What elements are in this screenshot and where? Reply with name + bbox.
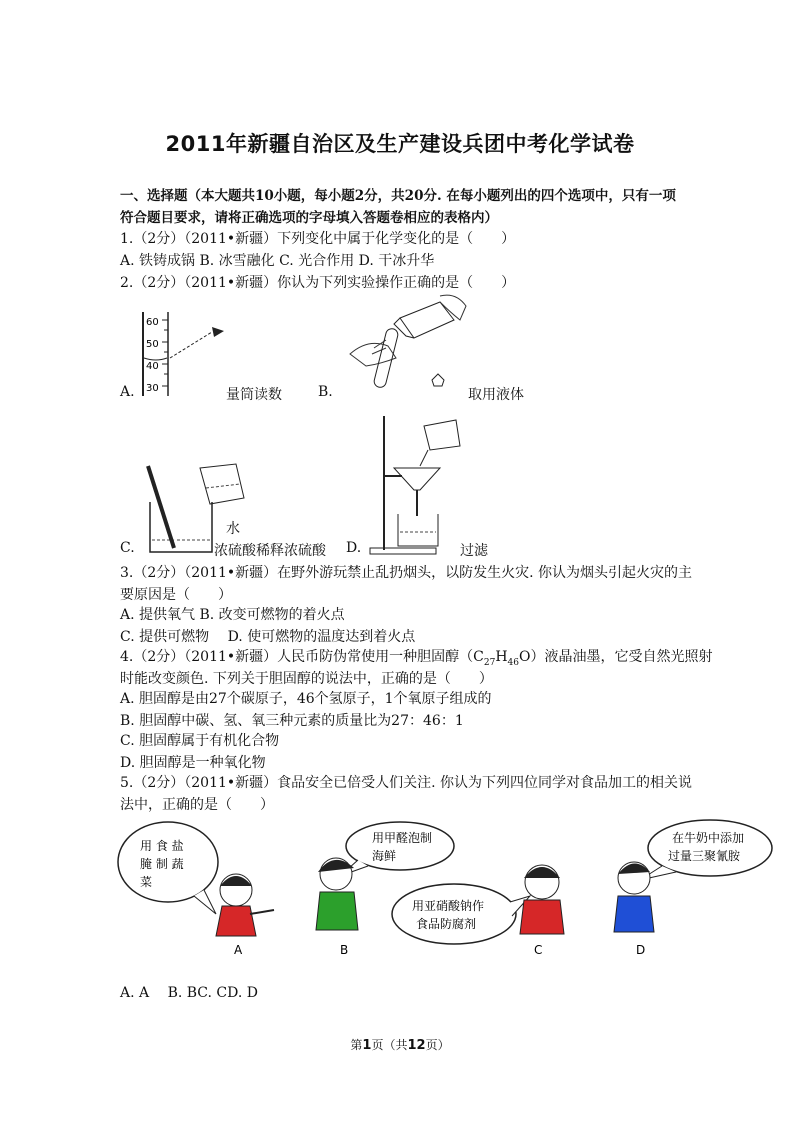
footer-pre: 第 <box>350 1038 363 1052</box>
speech-bubble-d <box>648 820 772 876</box>
person-a-shirt <box>216 906 256 936</box>
q2-stem: 2.（2分）（2011•新疆）你认为下列实验操作正确的是（ ） <box>120 275 516 291</box>
bubble-c-line2: 食品防腐剂 <box>416 917 477 931</box>
q3-stem-line1: 3.（2分）（2011•新疆）在野外游玩禁止乱扔烟头，以防发生火灾. 你认为烟头引起火灾的主 <box>120 565 693 581</box>
eye-icon <box>212 327 224 337</box>
q3-options-cd: C. 提供可燃物 D. 使可燃物的温度达到着火点 <box>120 629 416 645</box>
section-heading-line1: 一、选择题（本大题共10小题，每小题2分，共20分. 在每小题列出的四个选项中，只有一项 <box>120 188 676 204</box>
pouring-liquid-figure <box>344 290 474 398</box>
q1-options: A. 铁铸成锅 B. 冰雪融化 C. 光合作用 D. 干冰升华 <box>120 253 435 269</box>
q4-stem-pre: 4.（2分）（2011•新疆）人民币防伪常使用一种胆固醇（C <box>120 649 484 665</box>
food-safety-cartoon <box>110 816 780 966</box>
q4-stem-line1 <box>120 646 712 668</box>
bubble-a-line2: 腌 制 蔬 <box>140 857 184 871</box>
q4-stem-post: O）液晶油墨，它受自然光照射 <box>519 649 713 665</box>
q4-option-b: B. 胆固醇中碳、氢、氧三种元素的质量比为27：46：1 <box>120 713 464 729</box>
section-heading-line2: 符合题目要求，请将正确选项的字母填入答题卷相应的表格内） <box>120 210 498 226</box>
q4-option-a: A. 胆固醇是由27个碳原子，46个氢原子，1个氧原子组成的 <box>120 691 492 707</box>
q2-option-b-letter: B. <box>318 384 333 400</box>
person-c-shirt <box>520 900 564 934</box>
page-title: 2011年新疆自治区及生产建设兵团中考化学试卷 <box>165 132 635 156</box>
speech-bubble-c <box>392 884 516 944</box>
q5-stem-line1: 5.（2分）（2011•新疆）食品安全已倍受人们关注. 你认为下列四位同学对食品加工的相关说 <box>120 775 693 791</box>
bubble-c-line1: 用亚硝酸钠作 <box>412 899 485 913</box>
q2-option-d-letter: D. <box>346 540 362 556</box>
q2-option-c-caption: 稀释浓硫酸 <box>256 543 326 559</box>
graduated-cylinder-figure <box>134 306 234 398</box>
q2-option-c-letter: C. <box>120 540 135 556</box>
formula-sub-c: 27 <box>483 657 496 668</box>
filtration-figure <box>368 412 468 556</box>
tick-40: 40 <box>146 361 159 372</box>
q3-options-ab: A. 提供氧气 B. 改变可燃物的着火点 <box>120 607 345 623</box>
q4-stem-line2: 时能改变颜色. 下列关于胆固醇的说法中，正确的是（ ） <box>120 671 493 687</box>
figure-label-c: C <box>534 943 543 957</box>
q5-stem-line2: 法中，正确的是（ ） <box>120 797 274 813</box>
tick-50: 50 <box>146 339 159 350</box>
footer-total-pages: 12 <box>407 1038 426 1053</box>
q5-answer-options: A. A B. BC. CD. D <box>120 985 258 1001</box>
bubble-a-line1: 用 食 盐 <box>140 839 184 853</box>
footer-page-number: 1 <box>362 1038 372 1053</box>
formula-sub-h: 46 <box>507 657 519 668</box>
q2-option-d-caption: 过滤 <box>460 543 488 559</box>
tick-30: 30 <box>146 383 159 394</box>
footer-mid: 页（共 <box>371 1038 408 1052</box>
label-water: 水 <box>226 521 240 537</box>
bubble-d-line2: 过量三聚氰胺 <box>668 849 741 863</box>
page-footer <box>0 1036 800 1053</box>
bottle-stopper-icon <box>432 374 444 386</box>
figure-label-b: B <box>340 943 349 957</box>
q4-option-d: D. 胆固醇是一种氧化物 <box>120 755 266 771</box>
formula-h: H <box>495 649 508 665</box>
bubble-b-line2: 海鲜 <box>372 849 397 863</box>
label-conc-acid: 浓硫酸 <box>214 543 256 559</box>
q4-option-c: C. 胆固醇属于有机化合物 <box>120 733 280 749</box>
tick-60: 60 <box>146 317 159 328</box>
q2-option-a-letter: A. <box>120 384 135 400</box>
q2-option-a-caption: 量筒读数 <box>226 387 282 403</box>
bubble-a-line3: 菜 <box>140 875 153 889</box>
figure-label-d: D <box>636 943 646 957</box>
figure-label-a: A <box>234 943 243 957</box>
q1-stem: 1.（2分）（2011•新疆）下列变化中属于化学变化的是（ ） <box>120 231 516 247</box>
footer-post: 页） <box>425 1038 450 1052</box>
q3-stem-line2: 要原因是（ ） <box>120 587 232 603</box>
bubble-d-line1: 在牛奶中添加 <box>672 831 745 845</box>
q2-option-b-caption: 取用液体 <box>468 387 524 403</box>
person-d-shirt <box>614 896 654 932</box>
person-b-shirt <box>316 892 358 930</box>
bubble-b-line1: 用甲醛泡制 <box>372 831 433 845</box>
